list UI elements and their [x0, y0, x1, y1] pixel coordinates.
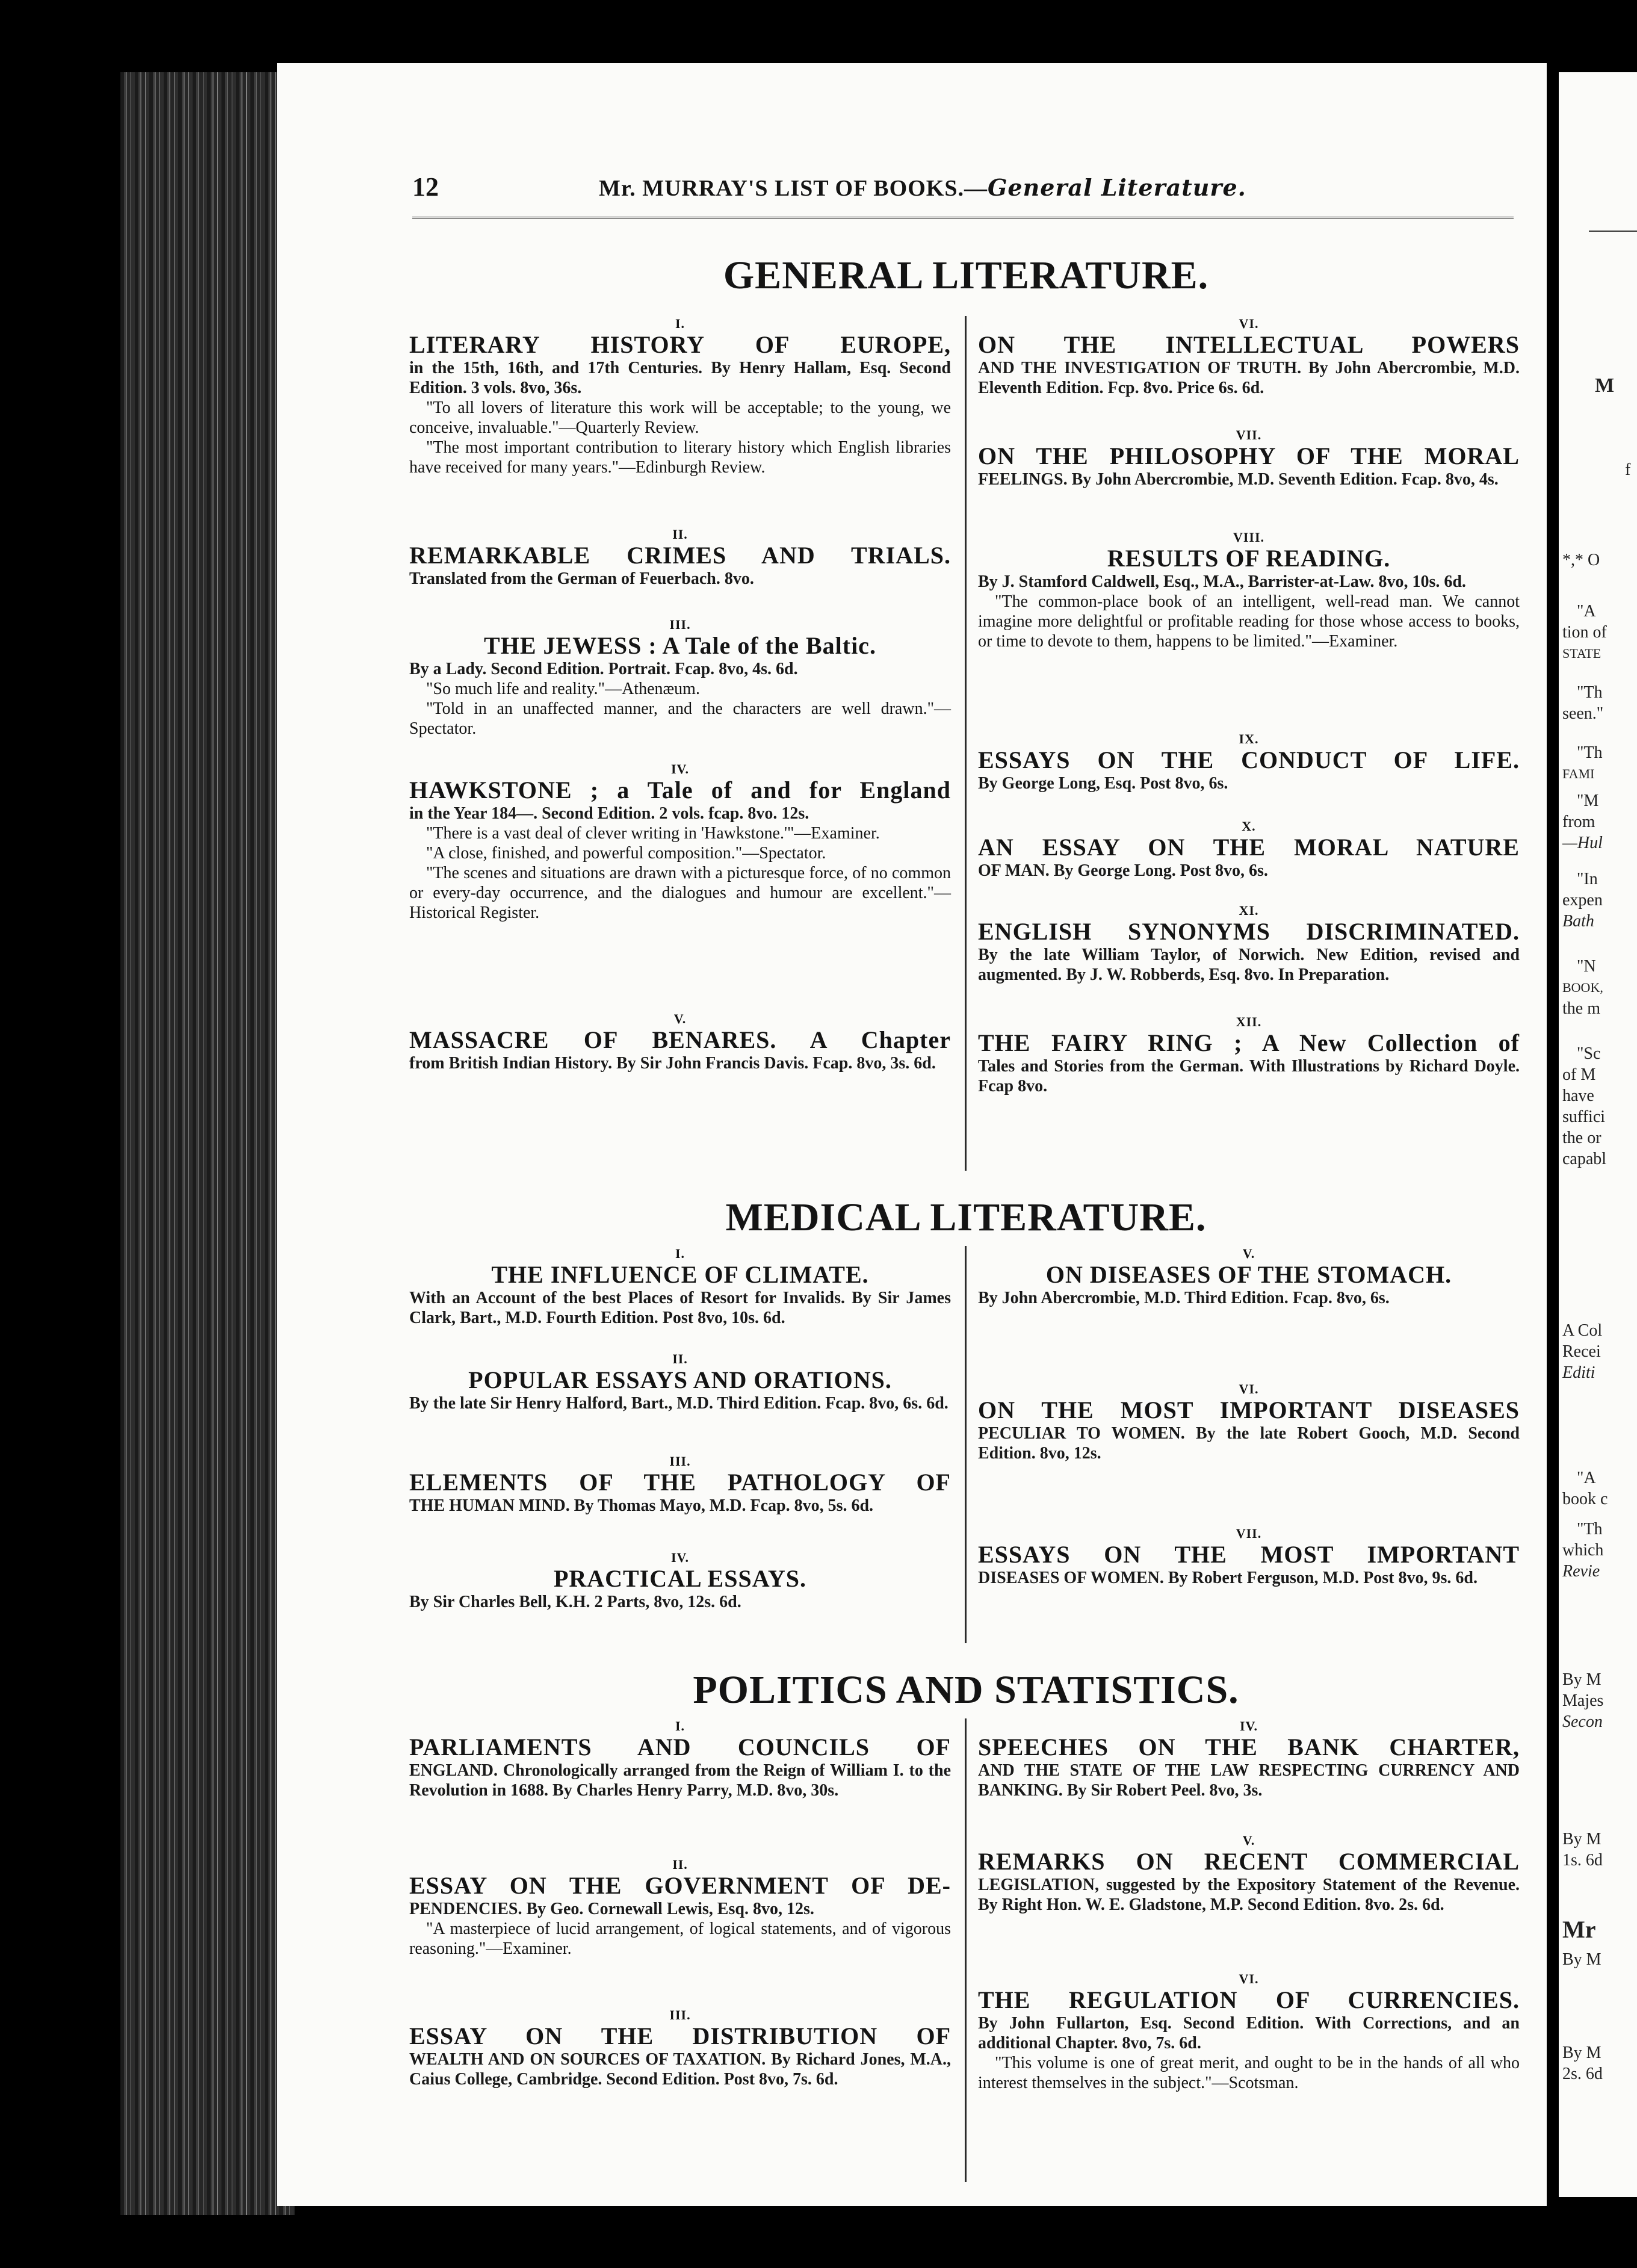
entry-title: PARLIAMENTS AND COUNCILS OF — [409, 1734, 951, 1761]
entry-title: HAWKSTONE ; a Tale of and for England — [409, 776, 951, 804]
adjacent-fragment: the m — [1562, 999, 1600, 1018]
entry-numeral: III. — [669, 617, 691, 632]
entry-general-3 — [409, 617, 951, 739]
entry-title: MASSACRE OF BENARES. A Chapter — [409, 1026, 951, 1053]
adjacent-fragment: "A — [1577, 602, 1596, 621]
adjacent-fragment: have — [1562, 1086, 1594, 1105]
entry-numeral: VI. — [1239, 316, 1259, 331]
entry-description: LEGISLATION, suggested by the Expository Statement of the Revenue. By Right Hon. W. E. Gladstone, M.P. Second Edition. 8vo. 2s. 6d. — [978, 1876, 1520, 1914]
adjacent-fragment: "In — [1577, 870, 1598, 888]
entry-description: AND THE INVESTIGATION OF TRUTH. By John Abercrombie, M.D. Eleventh Edition. Fcp. 8vo. Price 6s. 6d. — [978, 359, 1520, 397]
adjacent-fragment: Majes — [1562, 1691, 1604, 1710]
column-divider-medical — [965, 1246, 967, 1643]
entry-title: ESSAY ON THE DISTRIBUTION OF — [409, 2022, 951, 2050]
entry-numeral: II. — [672, 1857, 688, 1872]
entry-general-9 — [978, 731, 1520, 793]
adjacent-fragment: 2s. 6d — [1562, 2065, 1603, 2083]
entry-numeral: XI. — [1239, 903, 1259, 918]
entry-reviews — [409, 1919, 951, 1959]
adjacent-fragment: "M — [1577, 792, 1599, 810]
running-title-text: Mr. MURRAY'S LIST OF BOOKS.— — [599, 176, 988, 201]
adjacent-fragment: By M — [1562, 1670, 1601, 1689]
entry-title: REMARKS ON RECENT COMMERCIAL — [978, 1848, 1520, 1875]
adjacent-fragment: FAMI — [1562, 766, 1595, 781]
entry-reviews — [978, 592, 1520, 651]
adjacent-fragment: book c — [1562, 1490, 1608, 1508]
entry-general-4 — [409, 761, 951, 923]
entry-description: in the 15th, 16th, and 17th Centuries. By Henry Hallam, Esq. Second Edition. 3 vols. 8vo, 36s. — [409, 359, 951, 397]
entry-numeral: VI. — [1239, 1971, 1259, 1986]
review-quote: "There is a vast deal of clever writing in 'Hawkstone.'"—Examiner. — [426, 824, 880, 843]
entry-title: AN ESSAY ON THE MORAL NATURE — [978, 834, 1520, 861]
entry-description: Tales and Stories from the German. With Illustrations by Richard Doyle. Fcap 8vo. — [978, 1057, 1520, 1095]
adjacent-fragment: capabl — [1562, 1150, 1607, 1168]
entry-title: REMARKABLE CRIMES AND TRIALS. — [409, 542, 951, 569]
entry-general-6 — [978, 316, 1520, 398]
entry-numeral: III. — [669, 1454, 691, 1469]
entry-description: By John Fullarton, Esq. Second Edition. With Corrections, and an additional Chapter. 8vo, 7s. 6d. — [978, 2014, 1520, 2053]
entry-general-7 — [978, 427, 1520, 489]
adjacent-fragment: —Hul — [1562, 834, 1603, 852]
section-heading-general: GENERAL LITERATURE. — [723, 253, 1209, 297]
entry-politics-4 — [978, 1718, 1520, 1800]
page-header — [412, 172, 1405, 208]
entry-politics-2 — [409, 1857, 951, 1959]
entry-medical-2 — [409, 1351, 951, 1413]
entry-title: ESSAYS ON THE MOST IMPORTANT — [978, 1541, 1520, 1568]
entry-title: ESSAYS ON THE CONDUCT OF LIFE. — [978, 746, 1520, 773]
column-divider-general — [965, 316, 967, 1171]
entry-politics-6 — [978, 1971, 1520, 2093]
entry-description: By J. Stamford Caldwell, Esq., M.A., Barrister-at-Law. 8vo, 10s. 6d. — [978, 572, 1466, 591]
entry-reviews — [409, 823, 951, 923]
entry-description: OF MAN. By George Long. Post 8vo, 6s. — [978, 861, 1268, 880]
entry-numeral: I. — [675, 1246, 685, 1261]
entry-description: By a Lady. Second Edition. Portrait. Fcap. 8vo, 4s. 6d. — [409, 660, 798, 678]
entry-title: ON THE INTELLECTUAL POWERS — [978, 331, 1520, 358]
adjacent-fragment: "A — [1577, 1469, 1596, 1487]
entry-medical-6 — [978, 1381, 1520, 1463]
entry-numeral: VIII. — [1233, 530, 1265, 545]
review-quote: "So much life and reality."—Athenæum. — [426, 680, 700, 698]
adjacent-fragment: Recei — [1562, 1342, 1601, 1361]
entry-title: LITERARY HISTORY OF EUROPE, — [409, 331, 951, 358]
entry-medical-5 — [978, 1246, 1520, 1308]
adjacent-fragment: seen." — [1562, 704, 1604, 723]
adjacent-fragment: M — [1595, 374, 1615, 397]
entry-description: PECULIAR TO WOMEN. By the late Robert Gooch, M.D. Second Edition. 8vo, 12s. — [978, 1424, 1520, 1463]
entry-general-12 — [978, 1014, 1520, 1096]
adjacent-fragment: "Sc — [1577, 1044, 1601, 1063]
adjacent-fragment: "Th — [1577, 683, 1603, 702]
adjacent-fragment: "Th — [1577, 743, 1603, 762]
entry-numeral: I. — [675, 1718, 685, 1734]
review-quote: "Told in an unaffected manner, and the characters are well drawn."—Spectator. — [409, 699, 951, 738]
entry-description: PENDENCIES. By Geo. Cornewall Lewis, Esq. 8vo, 12s. — [409, 1900, 814, 1918]
review-quote: "A masterpiece of lucid arrangement, of logical statements, and of vigorous reasoning."—Examiner. — [409, 1919, 951, 1958]
entry-title: ESSAY ON THE GOVERNMENT OF DE- — [409, 1872, 951, 1899]
adjacent-fragment: tion of — [1562, 623, 1607, 642]
entry-numeral: IV. — [670, 761, 690, 776]
adjacent-fragment: of M — [1562, 1065, 1596, 1084]
entry-numeral: I. — [675, 316, 685, 331]
adjacent-header-rule — [1589, 231, 1637, 232]
entry-numeral: V. — [1242, 1833, 1255, 1848]
entry-description: DISEASES OF WOMEN. By Robert Ferguson, M.D. Post 8vo, 9s. 6d. — [978, 1569, 1478, 1587]
entry-description: By the late William Taylor, of Norwich. New Edition, revised and augmented. By J. W. Robberds, Esq. 8vo. In Preparation. — [978, 946, 1520, 984]
review-quote: "The common-place book of an intelligent, well-read man. We cannot imagine more delightful or profitable reading for those whose access to books, or time to devote to them, happens to be limited."—Examiner. — [978, 592, 1520, 651]
entry-medical-3 — [409, 1454, 951, 1516]
entry-description: With an Account of the best Places of Resort for Invalids. By Sir James Clark, Bart., M.D. Fourth Edition. Post 8vo, 10s. 6d. — [409, 1289, 951, 1327]
adjacent-fragment: BOOK, — [1562, 980, 1603, 995]
adjacent-fragment: from — [1562, 813, 1595, 831]
adjacent-fragment: "N — [1577, 957, 1596, 976]
adjacent-fragment: STATE — [1562, 646, 1601, 661]
entry-reviews — [978, 2053, 1520, 2093]
entry-numeral: IV. — [1239, 1718, 1258, 1734]
adjacent-page-edge — [1559, 72, 1637, 2197]
entry-title: POPULAR ESSAYS AND ORATIONS. — [468, 1366, 892, 1393]
entry-title: SPEECHES ON THE BANK CHARTER, — [978, 1734, 1520, 1761]
adjacent-fragment: 1s. 6d — [1562, 1851, 1603, 1870]
adjacent-fragment: the or — [1562, 1129, 1601, 1147]
entry-title: ON DISEASES OF THE STOMACH. — [1045, 1261, 1452, 1288]
entry-politics-5 — [978, 1833, 1520, 1915]
adjacent-fragment: Editi — [1562, 1363, 1595, 1382]
adjacent-fragment: By M — [1562, 1950, 1601, 1969]
adjacent-fragment: Secon — [1562, 1712, 1603, 1731]
entry-reviews — [409, 679, 951, 739]
entry-title: ENGLISH SYNONYMS DISCRIMINATED. — [978, 918, 1520, 945]
entry-reviews — [409, 398, 951, 477]
adjacent-fragment: A Col — [1562, 1321, 1603, 1340]
entry-numeral: VII. — [1236, 427, 1262, 442]
adjacent-fragment: Revie — [1562, 1562, 1600, 1581]
review-quote: "To all lovers of literature this work will be acceptable; to the young, we conceive, invaluable."—Quarterly Review. — [409, 398, 951, 437]
entry-title: THE FAIRY RING ; A New Collection of — [978, 1029, 1520, 1056]
running-title — [599, 174, 1246, 202]
review-quote: "A close, finished, and powerful composition."—Spectator. — [426, 844, 826, 863]
entry-general-5 — [409, 1011, 951, 1073]
entry-description: By the late Sir Henry Halford, Bart., M.D. Third Edition. Fcap. 8vo, 6s. 6d. — [409, 1394, 948, 1413]
entry-numeral: IV. — [670, 1550, 690, 1565]
entry-numeral: V. — [673, 1011, 687, 1026]
adjacent-fragment: Mr — [1562, 1916, 1596, 1943]
entry-numeral: III. — [669, 2007, 691, 2022]
section-heading-politics: POLITICS AND STATISTICS. — [693, 1668, 1239, 1712]
entry-medical-4 — [409, 1550, 951, 1612]
entry-description: Translated from the German of Feuerbach. 8vo. — [409, 569, 754, 588]
entry-description: ENGLAND. Chronologically arranged from the Reign of William I. to the Revolution in 1688. By Charles Henry Parry, M.D. 8vo, 30s. — [409, 1761, 951, 1800]
entry-politics-3 — [409, 2007, 951, 2089]
adjacent-fragment: suffici — [1562, 1108, 1606, 1126]
adjacent-fragment: "Th — [1577, 1520, 1603, 1538]
entry-title: ON THE MOST IMPORTANT DISEASES — [978, 1396, 1520, 1424]
entry-medical-7 — [978, 1526, 1520, 1588]
entry-title: THE INFLUENCE OF CLIMATE. — [491, 1261, 869, 1288]
review-quote: "The scenes and situations are drawn with a picturesque force, of no common or every-day occurrence, and the dialogues and humour are excellent."—Historical Register. — [409, 864, 951, 922]
review-quote: "The most important contribution to literary history which English libraries have received for many years."—Edinburgh Review. — [409, 438, 951, 477]
entry-title: THE JEWESS : A Tale of the Baltic. — [484, 632, 876, 659]
section-heading-medical: MEDICAL LITERATURE. — [725, 1195, 1207, 1239]
entry-medical-1 — [409, 1246, 951, 1328]
entry-description: FEELINGS. By John Abercrombie, M.D. Seventh Edition. Fcap. 8vo, 4s. — [978, 470, 1499, 489]
entry-numeral: X. — [1242, 819, 1256, 834]
adjacent-fragment: f — [1625, 460, 1631, 479]
entry-numeral: XII. — [1236, 1014, 1262, 1029]
entry-description: By John Abercrombie, M.D. Third Edition. Fcap. 8vo, 6s. — [978, 1289, 1390, 1307]
entry-description: By Sir Charles Bell, K.H. 2 Parts, 8vo, 12s. 6d. — [409, 1593, 741, 1611]
header-rule — [412, 217, 1514, 222]
entry-title: ELEMENTS OF THE PATHOLOGY OF — [409, 1469, 951, 1496]
entry-numeral: IX. — [1239, 731, 1259, 746]
book-spine — [120, 72, 295, 2215]
adjacent-fragment: *,* O — [1562, 551, 1600, 569]
adjacent-fragment: which — [1562, 1541, 1604, 1560]
adjacent-fragment: expen — [1562, 891, 1603, 909]
entry-description: THE HUMAN MIND. By Thomas Mayo, M.D. Fcap. 8vo, 5s. 6d. — [409, 1496, 874, 1515]
entry-general-2 — [409, 527, 951, 589]
entry-description: from British Indian History. By Sir John Francis Davis. Fcap. 8vo, 3s. 6d. — [409, 1054, 936, 1073]
entry-numeral: II. — [672, 527, 688, 542]
book-page — [277, 63, 1547, 2206]
entry-general-1 — [409, 316, 951, 477]
adjacent-fragment: By M — [1562, 1830, 1601, 1848]
adjacent-fragment: Bath — [1562, 912, 1594, 931]
entry-title: RESULTS OF READING. — [1107, 545, 1391, 572]
adjacent-fragment: By M — [1562, 2043, 1601, 2062]
entry-numeral: V. — [1242, 1246, 1255, 1261]
running-title-section: General Literature. — [987, 174, 1246, 201]
entry-politics-1 — [409, 1718, 951, 1800]
entry-numeral: II. — [672, 1351, 688, 1366]
page-number: 12 — [412, 172, 439, 202]
entry-numeral: VII. — [1236, 1526, 1262, 1541]
entry-title: ON THE PHILOSOPHY OF THE MORAL — [978, 442, 1520, 469]
entry-description: in the Year 184—. Second Edition. 2 vols. fcap. 8vo. 12s. — [409, 804, 809, 823]
entry-description: AND THE STATE OF THE LAW RESPECTING CURRENCY AND BANKING. By Sir Robert Peel. 8vo, 3s. — [978, 1761, 1520, 1800]
entry-general-11 — [978, 903, 1520, 985]
entry-description: WEALTH AND ON SOURCES OF TAXATION. By Richard Jones, M.A., Caius College, Cambridge. Second Edition. Post 8vo, 7s. 6d. — [409, 2050, 951, 2089]
review-quote: "This volume is one of great merit, and ought to be in the hands of all who interest themselves in the subject."—Scotsman. — [978, 2054, 1520, 2092]
entry-title: THE REGULATION OF CURRENCIES. — [978, 1986, 1520, 2013]
column-divider-politics — [965, 1718, 967, 2182]
entry-numeral: VI. — [1239, 1381, 1259, 1396]
entry-general-8 — [978, 530, 1520, 651]
entry-general-10 — [978, 819, 1520, 881]
entry-title: PRACTICAL ESSAYS. — [553, 1565, 807, 1592]
entry-description: By George Long, Esq. Post 8vo, 6s. — [978, 774, 1228, 793]
